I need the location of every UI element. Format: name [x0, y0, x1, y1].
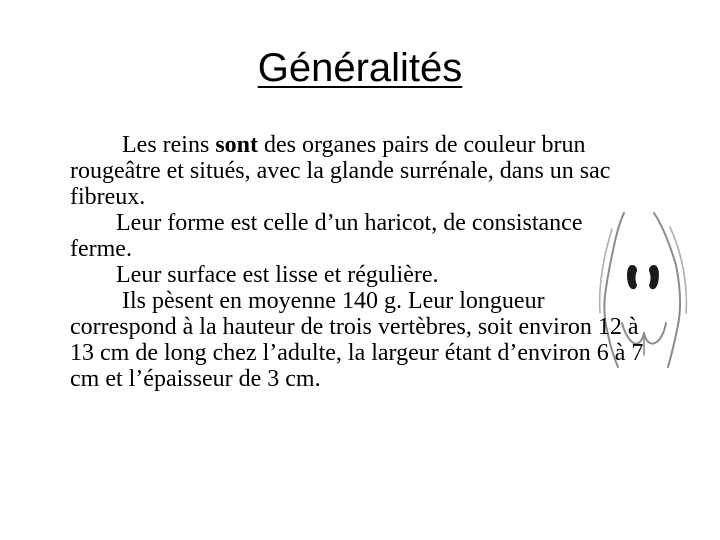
paragraph-text: des organes pairs de couleur brun rougeâtre et situés, avec la glande surrénale, dans un sac fibreux. — [70, 132, 611, 210]
slide-title — [0, 40, 720, 96]
bold-word: sont — [215, 132, 258, 158]
paragraph-shape: Leur forme est celle d’un haricot, de consistance ferme. — [70, 210, 583, 262]
slide-title-text: Généralités — [257, 46, 463, 90]
slide-body — [70, 132, 650, 392]
paragraph-surface: Leur surface est lisse et régulière. — [116, 262, 439, 288]
paragraph-text: Les reins — [122, 132, 216, 158]
paragraph-kidneys-definition — [70, 132, 650, 210]
paragraph-dimensions: Ils pèsent en moyenne 140 g. Leur longueur correspond à la hauteur de trois vertèbres, soit environ 12 à 13 cm de long chez l’adulte, la largeur étant d’environ 6 à 7 cm et l’épaisseur de 3 cm. — [70, 288, 644, 392]
